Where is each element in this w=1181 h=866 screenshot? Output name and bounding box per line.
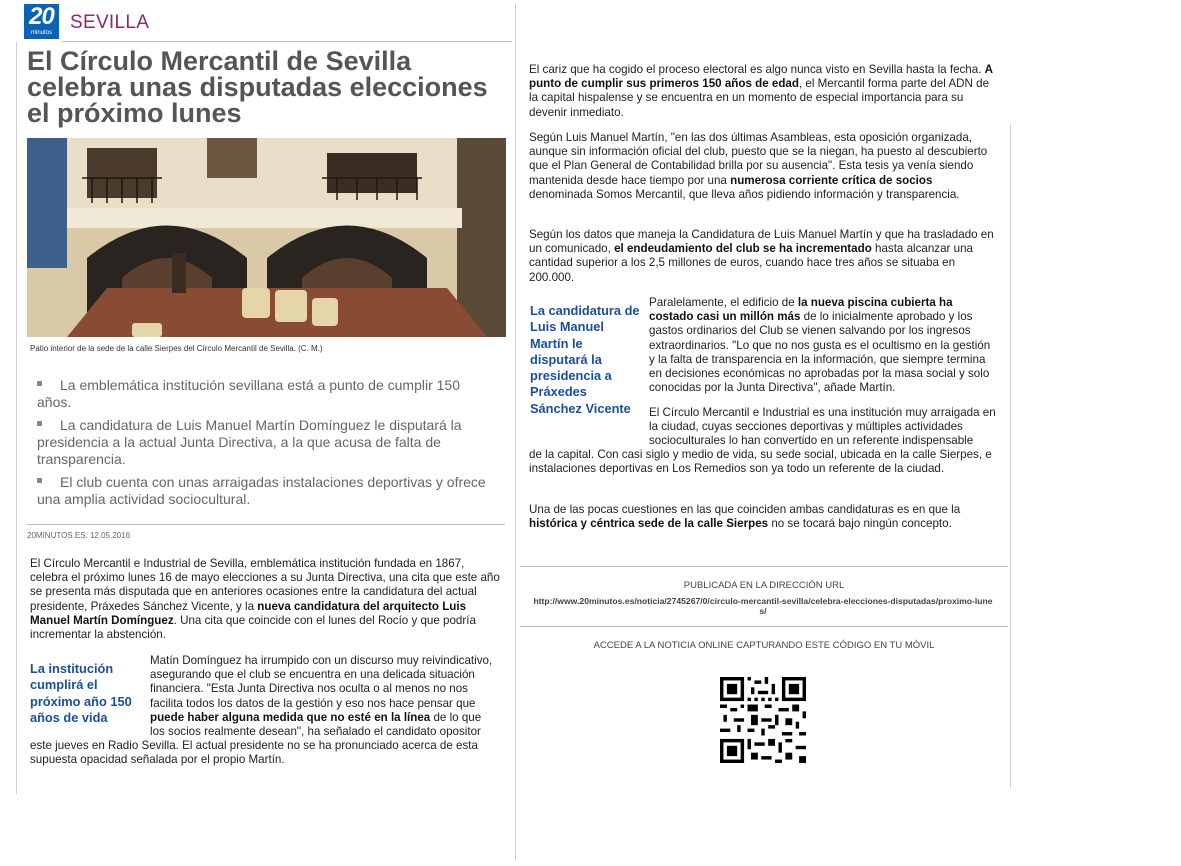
photo-caption: Patio interior de la sede de la calle Sierpes del Círculo Mercantil de Sevilla. (C. M.) bbox=[30, 344, 323, 353]
summary-item bbox=[37, 474, 497, 508]
center-divider bbox=[515, 4, 516, 860]
right-border bbox=[1010, 124, 1011, 788]
section-label[interactable]: SEVILLA bbox=[70, 12, 150, 33]
bullet-icon bbox=[37, 421, 42, 426]
paragraph-1: El Círculo Mercantil e Industrial de Sevilla, emblemática institución fundada en 1867, celebra el próximo lunes 16 de mayo elecciones a su Junta Directiva, una cita que este año se presenta más disputada que en anteriores ocasiones entre la candidatura del actual presidente, Práxedes Sánchez Vicente, y la nueva candidatura del arquitecto Luis Manuel Martín Domínguez. Una cita que coincide con el lunes del Rocío y que podría incrementar la abstención. bbox=[30, 557, 500, 642]
summary-item-text: La candidatura de Luis Manuel Martín Domínguez le disputará la presidencia a la actual Junta Directiva, a la que acusa de falta de transparencia. bbox=[37, 417, 462, 467]
article-url-link[interactable]: http://www.20minutos.es/noticia/2745267/0/circulo-mercantil-sevilla/celebra-elecciones-disputadas/proximo-lunes/ bbox=[533, 596, 993, 616]
brand-logo[interactable] bbox=[24, 4, 59, 39]
summary-list bbox=[37, 377, 497, 514]
pullquote-spacer bbox=[30, 654, 150, 726]
byline-rule bbox=[27, 524, 505, 525]
paragraph-8: Una de las pocas cuestiones en las que coinciden ambas candidaturas es en que la histórica y céntrica sede de la calle Sierpes no se tocará bajo ningún concepto. bbox=[529, 503, 961, 531]
paragraph-7-bottom: de la capital. Con casi siglo y medio de vida, su sede social, ubicada en la calle Sierpes, e instalaciones deportivas en Los Remedios son ya todo un referente de la ciudad. bbox=[529, 448, 992, 476]
paragraph-7-top: El Círculo Mercantil e Industrial es una institución muy arraigada en la ciudad, cuyas secciones deportivas y múltiples actividades socioculturales lo han convertido en un referente indispensable bbox=[649, 406, 996, 448]
article-photo bbox=[27, 138, 506, 337]
bullet-icon bbox=[37, 381, 42, 386]
url-bottom-rule bbox=[520, 626, 1008, 627]
published-url-label: PUBLICADA EN LA DIRECCIÓN URL bbox=[683, 580, 845, 591]
qr-code[interactable] bbox=[720, 677, 806, 763]
paragraph-3: El cariz que ha cogido el proceso electoral es algo nunca visto en Sevilla hasta la fecha. A punto de cumplir sus primeros 150 años de edad, el Mercantil forma parte del ADN de la capital hispalense y se encuentra en un momento de especial importancia para su devenir inmediato. bbox=[529, 63, 993, 119]
summary-item bbox=[37, 377, 497, 411]
url-top-rule bbox=[520, 566, 1008, 567]
article-headline: El Círculo Mercantil de Sevilla celebra unas disputadas elecciones el próximo lunes bbox=[27, 46, 488, 128]
summary-item-text: El club cuenta con unas arraigadas instalaciones deportivas y ofrece una amplia actividad sociocultural. bbox=[37, 474, 486, 507]
qr-instructions: ACCEDE A LA NOTICIA ONLINE CAPTURANDO ESTE CÓDIGO EN TU MÓVIL bbox=[593, 640, 935, 651]
byline: 20MINUTOS.ES. 12.05.2016 bbox=[27, 531, 131, 540]
header-rule bbox=[62, 41, 512, 42]
pullquote-2: La candidatura de Luis Manuel Martín le disputará la presidencia a Práxedes Sánchez Vicente bbox=[530, 303, 640, 416]
logo-word: minutos bbox=[30, 30, 52, 36]
paragraph-6: Paralelamente, el edificio de la nueva piscina cubierta ha costado casi un millón más de lo inicialmente aprobado y los gastos ordinarios del Club se vienen salvando por los ingresos extraordinarios. "Lo que no nos gusta es el ocultismo en la gestión y la falta de transparencia en la información, que siempre termina en decisiones económicas no aprobadas por la masa social y solo conocidas por la Junta Directiva", añade Martín. bbox=[649, 296, 991, 395]
bullet-icon bbox=[37, 478, 42, 483]
summary-item-text: La emblemática institución sevillana está a punto de cumplir 150 años. bbox=[37, 377, 461, 410]
logo-number: 20 bbox=[29, 3, 54, 30]
pullquote-1: La institución cumplirá el próximo año 150 años de vida bbox=[30, 661, 132, 725]
paragraph-4: Según Luis Manuel Martín, "en las dos últimas Asambleas, esta oposición organizada, aunque sin información oficial del club, puesto que se la niegan, ha puesto al descubierto que el Plan General de Contabilidad brilla por su ausencia". Esta tesis ya venía siendo mantenida desde hace tiempo por una numerosa corriente crítica de socios denominada Somos Mercantil, que lleva años pidiendo información y transparencia. bbox=[529, 131, 988, 201]
summary-item bbox=[37, 417, 497, 468]
paragraph-5: Según los datos que maneja la Candidatura de Luis Manuel Martín y que ha trasladado en un comunicado, el endeudamiento del club se ha incrementado hasta alcanzar una cantidad superior a los 2,5 millones de euros, cuando hace tres años se situaba en 200.000. bbox=[529, 228, 994, 284]
paragraph-2: Matín Domínguez ha irrumpido con un discurso muy reivindicativo, asegurando que el club se encuentra en una delicada situación financiera. "Esta Junta Directiva nos oculta o al menos no nos facilita todos los datos de la gestión y eso nos hace pensar que puede haber alguna medida que no esté en la línea de lo que los socios realmente desean", ha señalado el candidato opositor este jueves en Radio Sevilla. El actual presidente no se ha pronunciado acerca de esta supuesta opacidad señalada por el propio Martín. bbox=[30, 654, 493, 767]
left-border bbox=[16, 42, 17, 794]
